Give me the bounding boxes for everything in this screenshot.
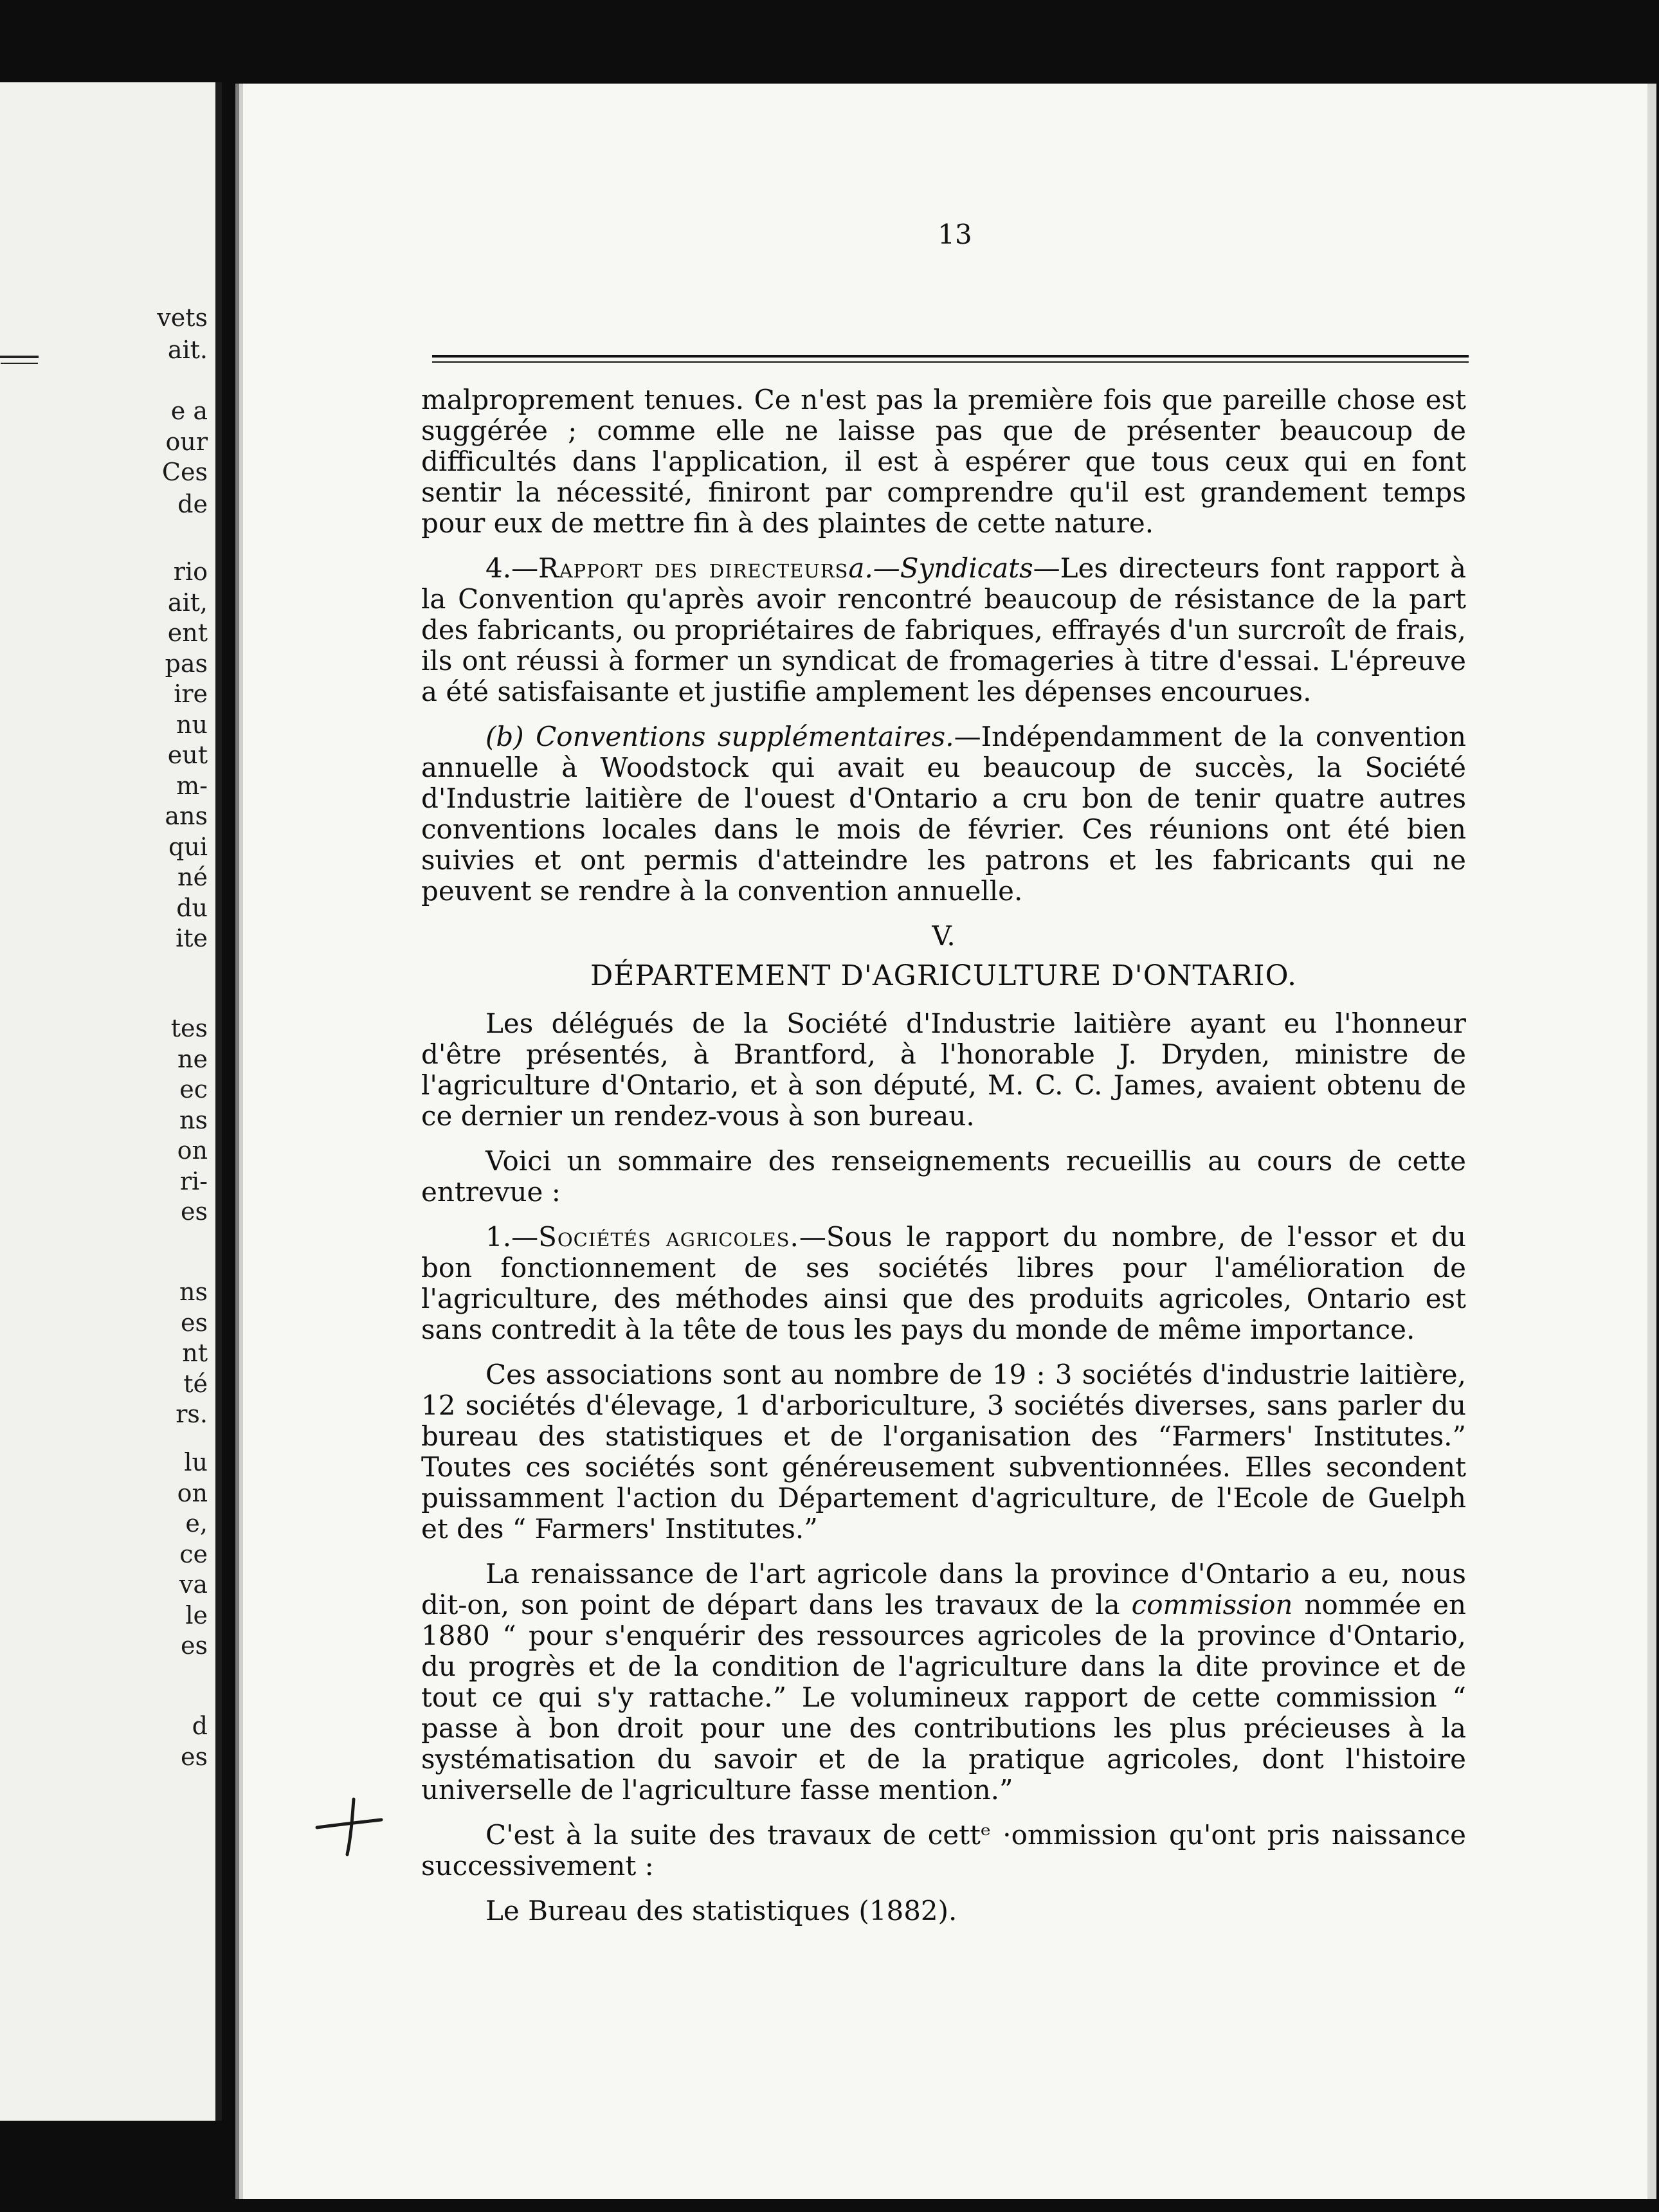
left-page-fragment: ans (165, 802, 208, 830)
left-page-fragment: ns (179, 1106, 208, 1134)
left-page-fragment: ec (179, 1075, 208, 1103)
conventions-subheading: (b) Conventions supplémentaires. (485, 721, 954, 752)
left-page-fragment: ns (179, 1278, 208, 1306)
left-header-rule (0, 356, 39, 358)
left-page-fragment: eut (167, 741, 208, 769)
syndicats-subheading: a.—Syndicats (848, 552, 1033, 584)
handwritten-plus-mark (314, 1788, 385, 1858)
paragraph-renaissance: La renaissance de l'art agricole dans la province d'Ontario a eu, nous dit-on, son point de départ dans les travaux de la commission nommée en 1880 “ pour s'enquérir des ressources agricoles de la province d'Ontario, du progrès et de la condition de l'agriculture dans la dite province et de tout ce qui s'y rattache.” Le volumineux rapport de cette commission “ passe à bon droit pour une des contributions les plus précieuses à la systématisation du savoir et de la pratique agricoles, dont l'histoire universelle de l'agriculture fasse mention.” (421, 1558, 1467, 1806)
header-rule (432, 355, 1469, 358)
left-page-fragment: our (165, 428, 208, 456)
left-page-fragment: le (185, 1601, 208, 1629)
left-page-fragment: nu (176, 711, 208, 739)
left-page-fragment: e a (170, 397, 208, 425)
left-page-fragment: ite (176, 924, 208, 952)
header-rule-thin (432, 361, 1469, 363)
left-page-fragment: rio (173, 558, 208, 586)
left-page-fragment: ri- (179, 1167, 208, 1195)
left-page-fragment: té (183, 1370, 208, 1398)
section-title: DÉPARTEMENT D'AGRICULTURE D'ONTARIO. (590, 959, 1298, 992)
left-page-fragment: on (177, 1479, 208, 1507)
left-page-fragment: qui (168, 833, 208, 861)
left-page-fragment: m- (176, 772, 208, 800)
paragraph-bureau-statistiques: Le Bureau des statistiques (1882). (485, 1895, 957, 1926)
paragraph-associations: Ces associations sont au nombre de 19 : 3 sociétés d'industrie laitière, 12 sociétés d'élevage, 1 d'arboriculture, 3 sociétés diverses, sans parler du bureau des statistiques et de l'organisation des “Farmers' Institutes.” Toutes ces sociétés sont généreusement subventionnées. Elles secondent puissamment l'action du Département d'agriculture, de l'Ecole de Guelph et des “ Farmers' Institutes.” (421, 1359, 1466, 1545)
paragraph-societes-agricoles: 1.—Sociétés agricoles.—Sous le rapport du nombre, de l'essor et du bon fonctionnement de ses sociétés libres pour l'amélioration de l'agriculture, des méthodes ainsi que des produits agricoles, Ontario est sans contredit à la tête de tous les pays du monde de même importance. (421, 1221, 1466, 1345)
left-page-fragment: rs. (176, 1400, 208, 1428)
left-page-fragment: du (176, 894, 208, 922)
left-page-fragment: e, (185, 1509, 208, 1537)
paragraph-continuation: malproprement tenues. Ce n'est pas la première fois que pareille chose est suggérée ; comme elle ne laisse pas que de présenter beaucoup de difficultés dans l'application, il est à espérer que tous ceux qui en font sentir la nécessité, finiront par comprendre qu'il est grandement temps pour eux de mettre fin à des plaintes de cette nature. (421, 384, 1466, 539)
paragraph-suite: C'est à la suite des travaux de cettᵉ ·ommission qu'ont pris naissance successivement : (421, 1819, 1466, 1881)
left-page-fragment: vets (157, 304, 208, 332)
left-page-fragment: ait, (167, 588, 208, 617)
paragraph-conventions: (b) Conventions supplémentaires.—Indépendamment de la convention annuelle à Woodstock qui avait eu beaucoup de succès, la Société d'Industrie laitière de l'ouest d'Ontario a cru bon de tenir quatre autres conventions locales dans le mois de février. Ces réunions ont été bien suivies et ont permis d'atteindre les patrons et les fabricants qui ne peuvent se rendre à la convention annuelle. (421, 721, 1467, 907)
left-page-fragment: lu (184, 1448, 208, 1476)
paragraph-delegues: Les délégués de la Société d'Industrie laitière ayant eu l'honneur d'être présentés, à Brantford, à l'honorable J. Dryden, ministre de l'agriculture d'Ontario, et à son député, M. C. C. James, avaient obtenu de ce dernier un rendez-vous à son bureau. (421, 1008, 1466, 1132)
body-text (421, 385, 1466, 1941)
left-page-fragment: ent (167, 619, 208, 647)
left-page-fragment: ait. (167, 336, 208, 364)
rapport-heading: Rapport des directeurs (538, 552, 849, 584)
left-page-fragment: es (181, 1631, 208, 1660)
left-page-fragment: ne (177, 1045, 208, 1073)
paragraph-rapport-directeurs: 4.—Rapport des directeursa.—Syndicats—Les directeurs font rapport à la Convention qu'après avoir rencontré beaucoup de résistance de la part des fabricants, ou propriétaires de fabriques, effrayés d'un surcroît de frais, ils ont réussi à former un syndicat de fromageries à titre d'essai. L'épreuve a été satisfaisante et justifie amplement les dépenses encourues. (421, 552, 1466, 707)
left-page-fragment: ire (174, 680, 208, 708)
left-page-fragment: va (179, 1570, 208, 1599)
left-page-fragment: nt (182, 1339, 208, 1367)
page-number: 13 (938, 219, 972, 250)
paragraph-sommaire: Voici un sommaire des renseignements recueillis au cours de cette entrevue : (421, 1145, 1466, 1208)
left-page-fragment: es (181, 1197, 208, 1226)
societes-heading: Sociétés agricoles. (538, 1221, 799, 1253)
left-page-fragment: Ces (161, 458, 208, 486)
left-page-fragment: es (181, 1743, 208, 1771)
left-page-fragment: né (177, 863, 208, 891)
left-page-fragment: tes (170, 1014, 208, 1042)
page-edge (1647, 84, 1656, 2199)
left-page-fragment: pas (165, 649, 208, 678)
section-number: V. (932, 920, 956, 952)
left-page-fragment: de (177, 490, 208, 518)
left-page-fragment: es (181, 1309, 208, 1337)
left-page-fragment: on (177, 1136, 208, 1165)
left-page-fragment: ce (179, 1540, 208, 1568)
left-page (0, 82, 222, 2121)
left-page-fragment: d (192, 1712, 208, 1740)
